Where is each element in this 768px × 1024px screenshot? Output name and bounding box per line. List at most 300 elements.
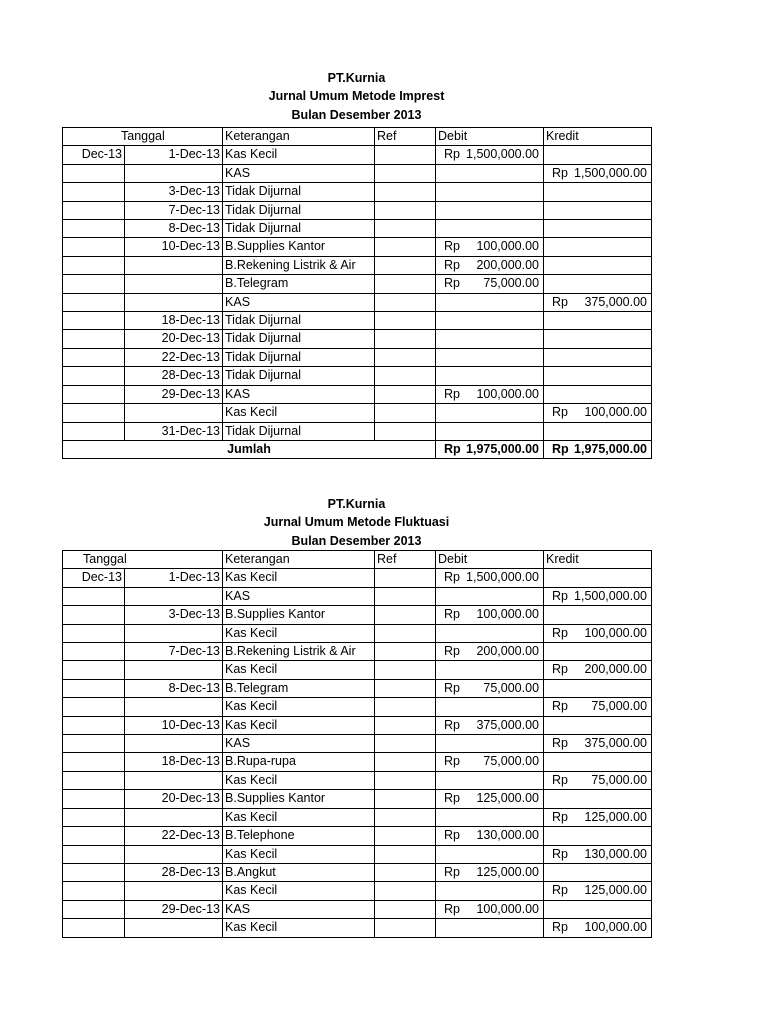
- kredit-amount-cell: [544, 220, 652, 238]
- header-debit: Debit: [436, 128, 544, 146]
- kredit-amount: 1,500,000.00: [574, 165, 648, 180]
- debit-amount-cell: [436, 753, 544, 771]
- journal-row: [63, 330, 652, 348]
- kredit-amount: 75,000.00: [591, 699, 648, 714]
- journal-row: [63, 201, 652, 219]
- debit-amount-cell: [436, 919, 544, 937]
- month-cell: Dec-13: [63, 569, 125, 587]
- header-keterangan: Keterangan: [223, 128, 375, 146]
- description-cell: KAS: [223, 385, 375, 403]
- ref-cell: [375, 790, 436, 808]
- month-cell: [63, 256, 125, 274]
- kredit-amount-cell: [544, 661, 652, 679]
- debit-amount-cell: [436, 256, 544, 274]
- date-cell: 8-Dec-13: [125, 220, 223, 238]
- currency-label: Rp: [444, 276, 460, 291]
- kredit-amount-cell: [544, 919, 652, 937]
- debit-amount-cell: [436, 146, 544, 164]
- currency-label: Rp: [444, 864, 460, 879]
- journal-row: [63, 661, 652, 679]
- kredit-amount-cell: [544, 624, 652, 642]
- date-cell: 3-Dec-13: [125, 606, 223, 624]
- ref-cell: [375, 735, 436, 753]
- header-kredit: Kredit: [544, 551, 652, 569]
- description-cell: Kas Kecil: [223, 698, 375, 716]
- ref-cell: [375, 716, 436, 734]
- month-cell: [63, 661, 125, 679]
- currency-label: Rp: [552, 625, 568, 640]
- kredit-amount-cell: [544, 348, 652, 366]
- month-cell: [63, 716, 125, 734]
- month-cell: [63, 293, 125, 311]
- currency-label: Rp: [552, 736, 568, 751]
- ref-cell: [375, 330, 436, 348]
- total-debit: 1,975,000.00: [466, 441, 540, 456]
- journal1-title: Jurnal Umum Metode Imprest: [268, 89, 445, 104]
- description-cell: Kas Kecil: [223, 569, 375, 587]
- journal-row: [63, 771, 652, 789]
- ref-cell: [375, 404, 436, 422]
- ref-cell: [375, 606, 436, 624]
- ref-cell: [375, 238, 436, 256]
- month-cell: [63, 863, 125, 881]
- debit-amount-cell: [436, 698, 544, 716]
- debit-amount-cell: [436, 624, 544, 642]
- kredit-amount-cell: [544, 367, 652, 385]
- description-cell: B.Rupa-rupa: [223, 753, 375, 771]
- description-cell: Kas Kecil: [223, 845, 375, 863]
- description-cell: B.Supplies Kantor: [223, 790, 375, 808]
- journal1-period: Bulan Desember 2013: [291, 107, 422, 122]
- currency-label: Rp: [552, 165, 568, 180]
- description-cell: B.Telephone: [223, 827, 375, 845]
- debit-amount-cell: [436, 275, 544, 293]
- ref-cell: [375, 312, 436, 330]
- currency-label: Rp: [552, 846, 568, 861]
- description-cell: Kas Kecil: [223, 404, 375, 422]
- description-cell: KAS: [223, 164, 375, 182]
- ref-cell: [375, 256, 436, 274]
- month-cell: [63, 790, 125, 808]
- month-cell: [63, 735, 125, 753]
- description-cell: Kas Kecil: [223, 808, 375, 826]
- description-cell: Tidak Dijurnal: [223, 348, 375, 366]
- ref-cell: [375, 164, 436, 182]
- journal-row: [63, 275, 652, 293]
- description-cell: Tidak Dijurnal: [223, 330, 375, 348]
- debit-amount-cell: [436, 808, 544, 826]
- month-cell: [63, 808, 125, 826]
- date-cell: 1-Dec-13: [125, 146, 223, 164]
- date-cell: 28-Dec-13: [125, 367, 223, 385]
- month-cell: [63, 330, 125, 348]
- date-cell: 7-Dec-13: [125, 201, 223, 219]
- debit-amount-cell: [436, 220, 544, 238]
- ref-cell: [375, 348, 436, 366]
- description-cell: Kas Kecil: [223, 771, 375, 789]
- date-cell: 3-Dec-13: [125, 183, 223, 201]
- date-cell: 10-Dec-13: [125, 716, 223, 734]
- debit-amount-cell: [436, 679, 544, 697]
- date-cell: 18-Dec-13: [125, 312, 223, 330]
- date-cell: 20-Dec-13: [125, 790, 223, 808]
- journal2-table: [62, 550, 652, 938]
- ref-cell: [375, 422, 436, 440]
- description-cell: KAS: [223, 587, 375, 605]
- date-cell: [125, 293, 223, 311]
- journal-row: [63, 919, 652, 937]
- date-cell: 1-Dec-13: [125, 569, 223, 587]
- month-cell: [63, 771, 125, 789]
- debit-amount-cell: [436, 643, 544, 661]
- currency-label: Rp: [552, 699, 568, 714]
- date-cell: 8-Dec-13: [125, 679, 223, 697]
- journal-row: [63, 146, 652, 164]
- debit-amount: 100,000.00: [476, 901, 540, 916]
- debit-amount-cell: [436, 422, 544, 440]
- description-cell: Kas Kecil: [223, 146, 375, 164]
- journal2-period: Bulan Desember 2013: [291, 533, 422, 548]
- month-cell: [63, 164, 125, 182]
- kredit-amount-cell: [544, 422, 652, 440]
- journal-row: [63, 183, 652, 201]
- ref-cell: [375, 900, 436, 918]
- header-tanggal: Tanggal: [63, 551, 223, 569]
- debit-amount: 75,000.00: [483, 754, 540, 769]
- currency-label: Rp: [444, 239, 460, 254]
- journal1-header-row: [63, 128, 652, 146]
- currency-label: Rp: [444, 828, 460, 843]
- kredit-amount-cell: [544, 256, 652, 274]
- date-cell: [125, 661, 223, 679]
- currency-label: Rp: [444, 901, 460, 916]
- debit-amount: 1,500,000.00: [466, 570, 540, 585]
- date-cell: [125, 882, 223, 900]
- currency-label: Rp: [444, 257, 460, 272]
- date-cell: 31-Dec-13: [125, 422, 223, 440]
- month-cell: [63, 183, 125, 201]
- month-cell: [63, 312, 125, 330]
- kredit-amount-cell: [544, 312, 652, 330]
- journal-row: [63, 716, 652, 734]
- journal-row: [63, 679, 652, 697]
- currency-label: Rp: [552, 772, 568, 787]
- currency-label: Rp: [552, 662, 568, 677]
- ref-cell: [375, 882, 436, 900]
- journal-row: [63, 827, 652, 845]
- ref-cell: [375, 624, 436, 642]
- journal1-table: [62, 127, 652, 459]
- kredit-amount: 1,500,000.00: [574, 588, 648, 603]
- ref-cell: [375, 827, 436, 845]
- currency-label: Rp: [444, 386, 460, 401]
- kredit-amount-cell: [544, 606, 652, 624]
- kredit-amount: 130,000.00: [584, 846, 648, 861]
- kredit-amount-cell: [544, 753, 652, 771]
- date-cell: [125, 845, 223, 863]
- kredit-amount: 375,000.00: [584, 736, 648, 751]
- date-cell: [125, 808, 223, 826]
- journal-row: [63, 293, 652, 311]
- ref-cell: [375, 385, 436, 403]
- month-cell: [63, 698, 125, 716]
- journal-row: [63, 735, 652, 753]
- date-cell: [125, 164, 223, 182]
- description-cell: B.Supplies Kantor: [223, 606, 375, 624]
- debit-amount-cell: [436, 569, 544, 587]
- month-cell: [63, 220, 125, 238]
- journal-row: [63, 900, 652, 918]
- kredit-amount-cell: [544, 238, 652, 256]
- kredit-amount-cell: [544, 164, 652, 182]
- date-cell: [125, 735, 223, 753]
- description-cell: Tidak Dijurnal: [223, 312, 375, 330]
- ref-cell: [375, 753, 436, 771]
- debit-amount-cell: [436, 790, 544, 808]
- debit-amount-cell: [436, 882, 544, 900]
- journal-row: [63, 624, 652, 642]
- ref-cell: [375, 808, 436, 826]
- month-cell: [63, 385, 125, 403]
- month-cell: [63, 643, 125, 661]
- date-cell: [125, 275, 223, 293]
- kredit-amount: 375,000.00: [584, 294, 648, 309]
- debit-amount-cell: [436, 716, 544, 734]
- journal1-company: PT.Kurnia: [327, 71, 386, 85]
- debit-amount: 375,000.00: [476, 717, 540, 732]
- kredit-amount-cell: [544, 882, 652, 900]
- debit-amount: 100,000.00: [476, 239, 540, 254]
- description-cell: Tidak Dijurnal: [223, 422, 375, 440]
- debit-amount-cell: [436, 293, 544, 311]
- journal-row: [63, 698, 652, 716]
- debit-amount-cell: [436, 330, 544, 348]
- month-cell: [63, 753, 125, 771]
- currency-label: Rp: [552, 809, 568, 824]
- description-cell: Tidak Dijurnal: [223, 367, 375, 385]
- kredit-amount-cell: [544, 845, 652, 863]
- journal-row: [63, 569, 652, 587]
- header-tanggal: Tanggal: [63, 128, 223, 146]
- debit-amount-cell: [436, 238, 544, 256]
- total-kredit-cell: [544, 440, 652, 458]
- ref-cell: [375, 587, 436, 605]
- date-cell: 20-Dec-13: [125, 330, 223, 348]
- month-cell: [63, 882, 125, 900]
- debit-amount-cell: [436, 587, 544, 605]
- date-cell: 22-Dec-13: [125, 348, 223, 366]
- ref-cell: [375, 661, 436, 679]
- currency-label: Rp: [552, 405, 568, 420]
- month-cell: [63, 827, 125, 845]
- description-cell: B.Telegram: [223, 679, 375, 697]
- debit-amount-cell: [436, 385, 544, 403]
- debit-amount-cell: [436, 312, 544, 330]
- description-cell: Tidak Dijurnal: [223, 183, 375, 201]
- debit-amount-cell: [436, 348, 544, 366]
- debit-amount-cell: [436, 863, 544, 881]
- currency-label: Rp: [444, 754, 460, 769]
- description-cell: Kas Kecil: [223, 919, 375, 937]
- date-cell: 10-Dec-13: [125, 238, 223, 256]
- description-cell: B.Rekening Listrik & Air: [223, 643, 375, 661]
- header-ref: Ref: [375, 551, 436, 569]
- date-cell: 7-Dec-13: [125, 643, 223, 661]
- month-cell: [63, 919, 125, 937]
- journal-row: [63, 385, 652, 403]
- journal-row: [63, 845, 652, 863]
- debit-amount-cell: [436, 367, 544, 385]
- kredit-amount-cell: [544, 275, 652, 293]
- kredit-amount-cell: [544, 404, 652, 422]
- description-cell: Tidak Dijurnal: [223, 201, 375, 219]
- ref-cell: [375, 698, 436, 716]
- ref-cell: [375, 201, 436, 219]
- journal-row: [63, 643, 652, 661]
- description-cell: Tidak Dijurnal: [223, 220, 375, 238]
- date-cell: 28-Dec-13: [125, 863, 223, 881]
- journal-row: [63, 587, 652, 605]
- debit-amount-cell: [436, 164, 544, 182]
- month-cell: [63, 201, 125, 219]
- journal-row: [63, 882, 652, 900]
- kredit-amount-cell: [544, 827, 652, 845]
- journal-row: [63, 312, 652, 330]
- ref-cell: [375, 863, 436, 881]
- description-cell: KAS: [223, 735, 375, 753]
- kredit-amount-cell: [544, 716, 652, 734]
- kredit-amount: 125,000.00: [584, 883, 648, 898]
- month-cell: [63, 404, 125, 422]
- date-cell: [125, 698, 223, 716]
- ref-cell: [375, 569, 436, 587]
- header-ref: Ref: [375, 128, 436, 146]
- ref-cell: [375, 183, 436, 201]
- journal-row: [63, 238, 652, 256]
- ref-cell: [375, 367, 436, 385]
- month-cell: [63, 845, 125, 863]
- debit-amount: 200,000.00: [476, 644, 540, 659]
- debit-amount: 100,000.00: [476, 607, 540, 622]
- journal2-header-row: [63, 551, 652, 569]
- journal-row: [63, 808, 652, 826]
- kredit-amount: 125,000.00: [584, 809, 648, 824]
- header-debit: Debit: [436, 551, 544, 569]
- ref-cell: [375, 293, 436, 311]
- kredit-amount-cell: [544, 863, 652, 881]
- description-cell: Kas Kecil: [223, 624, 375, 642]
- kredit-amount-cell: [544, 698, 652, 716]
- journal-row: [63, 348, 652, 366]
- debit-amount: 125,000.00: [476, 864, 540, 879]
- journal2-heading: [62, 495, 651, 550]
- month-cell: [63, 275, 125, 293]
- month-cell: [63, 679, 125, 697]
- debit-amount-cell: [436, 404, 544, 422]
- kredit-amount-cell: [544, 679, 652, 697]
- currency-label: Rp: [444, 147, 460, 162]
- kredit-amount-cell: [544, 183, 652, 201]
- debit-amount: 75,000.00: [483, 680, 540, 695]
- date-cell: [125, 587, 223, 605]
- currency-label: Rp: [444, 791, 460, 806]
- journal-row: [63, 220, 652, 238]
- kredit-amount-cell: [544, 201, 652, 219]
- kredit-amount-cell: [544, 643, 652, 661]
- month-cell: [63, 367, 125, 385]
- currency-label: Rp: [552, 883, 568, 898]
- currency-label: Rp: [444, 680, 460, 695]
- currency-label: Rp: [444, 717, 460, 732]
- debit-amount-cell: [436, 606, 544, 624]
- kredit-amount-cell: [544, 735, 652, 753]
- currency-label: Rp: [552, 920, 568, 935]
- journal-row: [63, 753, 652, 771]
- month-cell: Dec-13: [63, 146, 125, 164]
- journal2-company: PT.Kurnia: [327, 497, 386, 511]
- month-cell: [63, 422, 125, 440]
- kredit-amount-cell: [544, 771, 652, 789]
- kredit-amount: 100,000.00: [584, 920, 648, 935]
- ref-cell: [375, 146, 436, 164]
- month-cell: [63, 900, 125, 918]
- debit-amount-cell: [436, 661, 544, 679]
- journal-row: [63, 790, 652, 808]
- journal-row: [63, 422, 652, 440]
- description-cell: B.Telegram: [223, 275, 375, 293]
- currency-label: Rp: [444, 441, 461, 456]
- debit-amount: 100,000.00: [476, 386, 540, 401]
- ref-cell: [375, 679, 436, 697]
- currency-label: Rp: [552, 588, 568, 603]
- journal1-heading: [62, 69, 651, 124]
- description-cell: Kas Kecil: [223, 882, 375, 900]
- debit-amount: 200,000.00: [476, 257, 540, 272]
- currency-label: Rp: [444, 607, 460, 622]
- currency-label: Rp: [552, 441, 569, 456]
- debit-amount-cell: [436, 845, 544, 863]
- description-cell: KAS: [223, 293, 375, 311]
- kredit-amount-cell: [544, 330, 652, 348]
- date-cell: [125, 919, 223, 937]
- date-cell: [125, 771, 223, 789]
- description-cell: B.Supplies Kantor: [223, 238, 375, 256]
- description-cell: Kas Kecil: [223, 716, 375, 734]
- date-cell: [125, 256, 223, 274]
- month-cell: [63, 348, 125, 366]
- kredit-amount: 100,000.00: [584, 625, 648, 640]
- kredit-amount-cell: [544, 900, 652, 918]
- kredit-amount: 100,000.00: [584, 405, 648, 420]
- debit-amount-cell: [436, 771, 544, 789]
- date-cell: [125, 404, 223, 422]
- journal-row: [63, 404, 652, 422]
- debit-amount-cell: [436, 827, 544, 845]
- ref-cell: [375, 220, 436, 238]
- ref-cell: [375, 919, 436, 937]
- kredit-amount-cell: [544, 146, 652, 164]
- kredit-amount: 200,000.00: [584, 662, 648, 677]
- month-cell: [63, 624, 125, 642]
- kredit-amount-cell: [544, 293, 652, 311]
- kredit-amount: 75,000.00: [591, 772, 648, 787]
- date-cell: 18-Dec-13: [125, 753, 223, 771]
- date-cell: 29-Dec-13: [125, 900, 223, 918]
- ref-cell: [375, 643, 436, 661]
- journal-row: [63, 164, 652, 182]
- ref-cell: [375, 771, 436, 789]
- debit-amount: 130,000.00: [476, 828, 540, 843]
